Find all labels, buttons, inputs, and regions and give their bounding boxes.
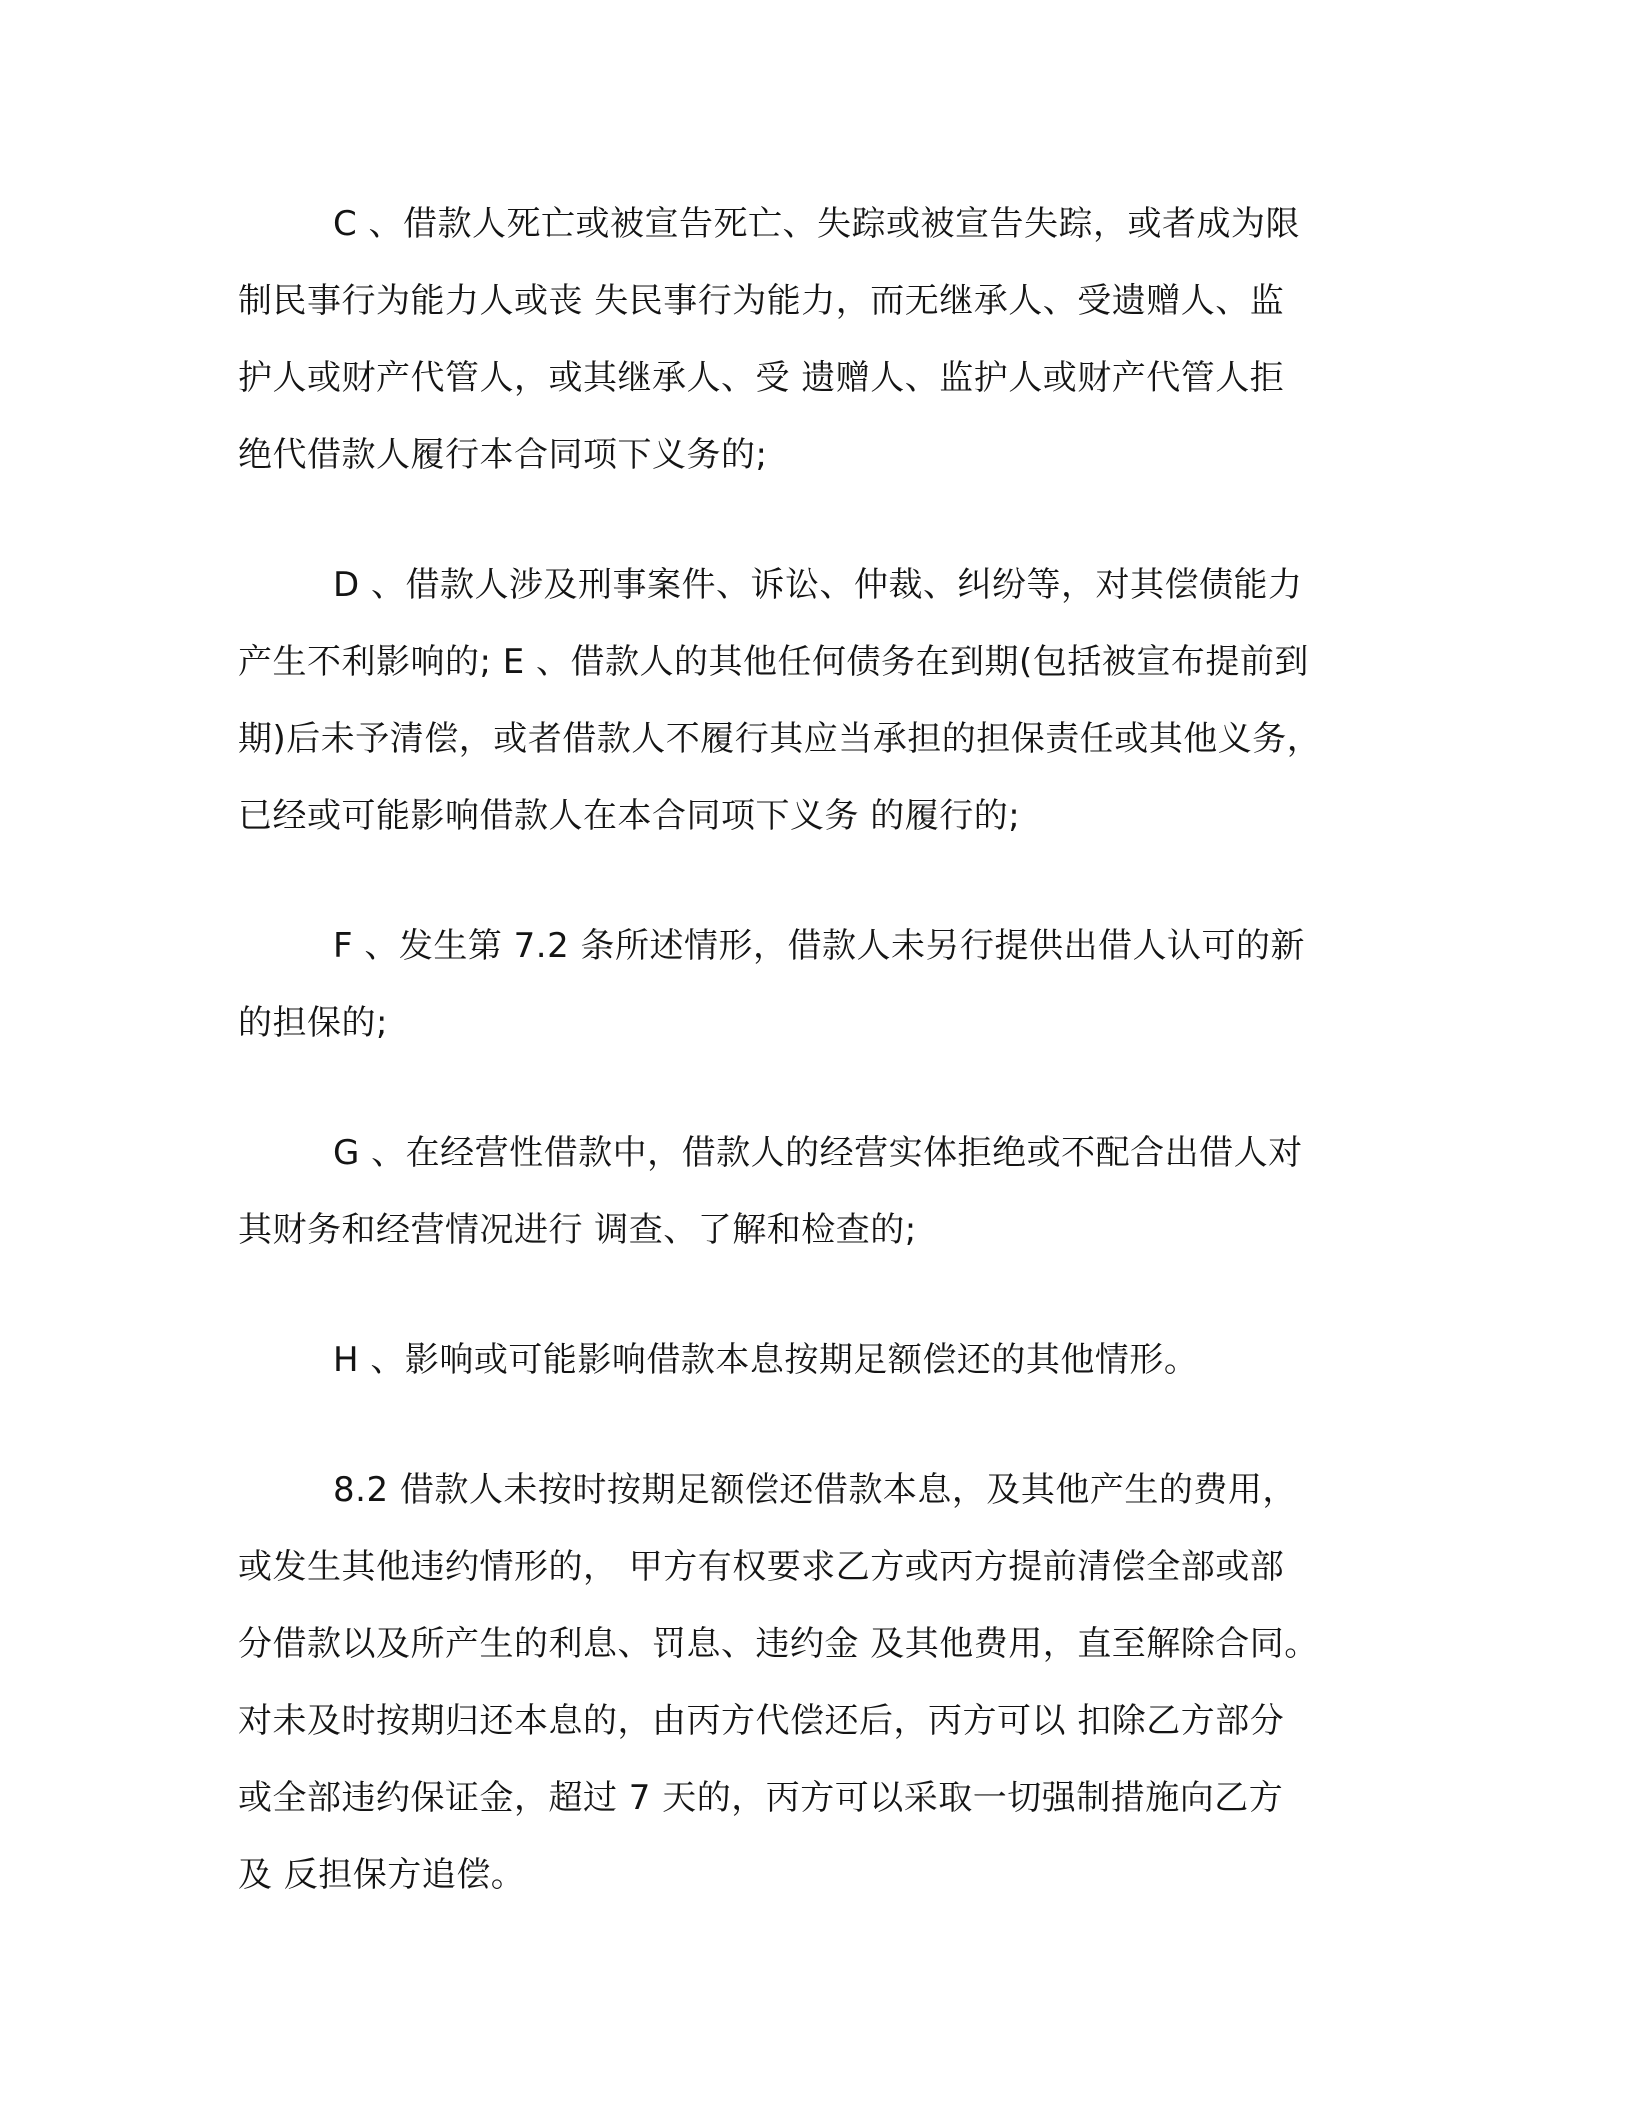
text-line: 或全部违约保证金，超过 7 天的，丙方可以采取一切强制措施向乙方 [238,1778,1284,1818]
text-line: 其财务和经营情况进行 调查、了解和检查的; [238,1210,917,1250]
text-line: 的担保的; [238,1003,388,1043]
text-line: 或发生其他违约情形的， 甲方有权要求乙方或丙方提前清偿全部或部 [238,1547,1285,1587]
text-line: 产生不利影响的; E 、借款人的其他任何债务在到期(包括被宣布提前到 [238,642,1309,682]
text-line: 8.2 借款人未按时按期足额偿还借款本息，及其他产生的费用， [333,1470,1297,1510]
text-line: 及 反担保方追偿。 [238,1855,526,1895]
clause-g [238,1115,1400,1269]
text-line: 护人或财产代管人，或其继承人、受 遗赠人、监护人或财产代管人拒 [238,358,1285,398]
paragraph-spacer [238,1062,1400,1115]
text-line: G 、在经营性借款中，借款人的经营实体拒绝或不配合出借人对 [333,1133,1303,1173]
text-line: 制民事行为能力人或丧 失民事行为能力，而无继承人、受遗赠人、监 [238,281,1285,321]
clause-8-2 [238,1452,1400,1914]
text-line: F 、发生第 7.2 条所述情形，借款人未另行提供出借人认可的新 [333,926,1306,966]
clause-h [238,1322,1400,1399]
text-line: D 、借款人涉及刑事案件、诉讼、仲裁、纠纷等，对其偿债能力 [333,565,1303,605]
paragraph-spacer [238,494,1400,547]
text-line: 分借款以及所产生的利息、罚息、违约金 及其他费用，直至解除合同。 [238,1624,1319,1664]
text-line: C 、借款人死亡或被宣告死亡、失踪或被宣告失踪，或者成为限 [333,204,1301,244]
text-line: 已经或可能影响借款人在本合同项下义务 的履行的; [238,796,1021,836]
paragraph-spacer [238,1269,1400,1322]
paragraph-spacer [238,1399,1400,1452]
text-line: H 、影响或可能影响借款本息按期足额偿还的其他情形。 [333,1340,1199,1380]
clause-d-e [238,547,1400,855]
text-line: 期)后未予清偿，或者借款人不履行其应当承担的担保责任或其他义务， [238,719,1322,759]
document-body [238,186,1400,1914]
paragraph-spacer [238,855,1400,908]
clause-f [238,908,1400,1062]
text-line: 对未及时按期归还本息的，由丙方代偿还后，丙方可以 扣除乙方部分 [238,1701,1285,1741]
text-line: 绝代借款人履行本合同项下义务的; [238,435,768,475]
clause-c [238,186,1400,494]
